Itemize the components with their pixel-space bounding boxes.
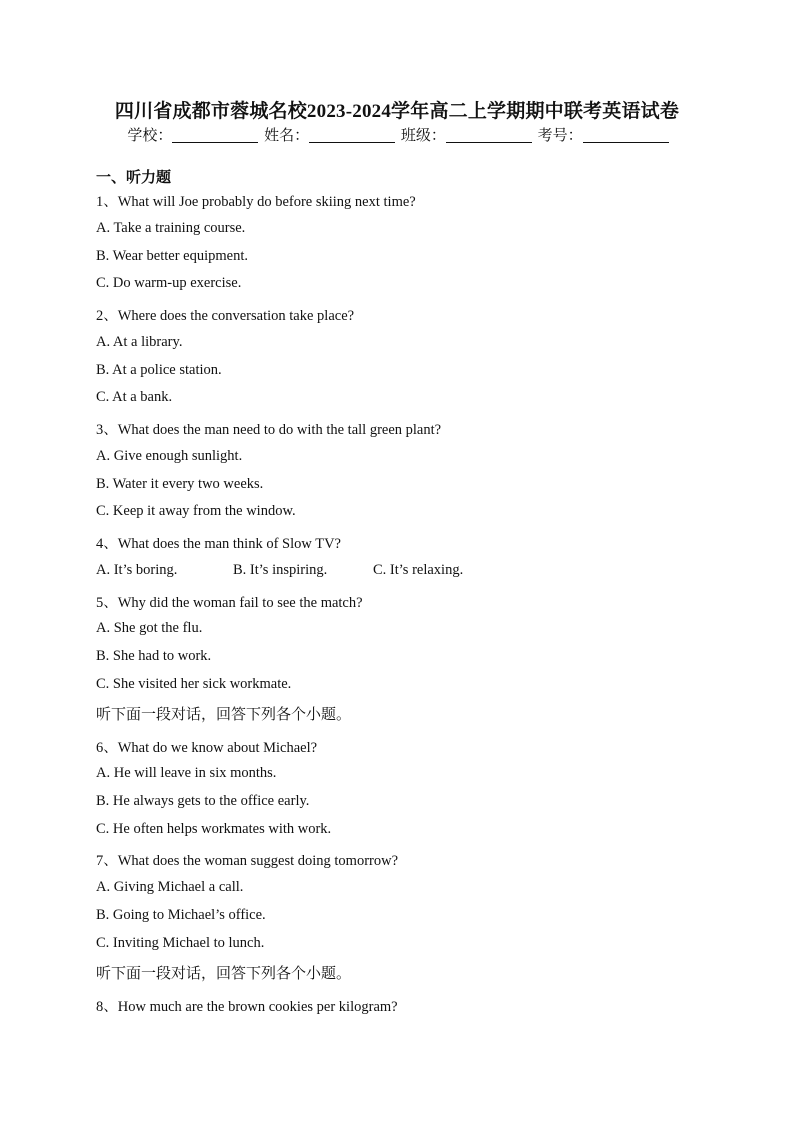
question-stem: 6、What do we know about Michael? bbox=[96, 740, 318, 756]
exam-no-blank[interactable] bbox=[583, 127, 669, 143]
exam-no-label: 考号： bbox=[537, 128, 583, 144]
option-b: B. Water it every two weeks. bbox=[96, 476, 264, 492]
option-b: B. He always gets to the office early. bbox=[96, 793, 310, 809]
question-stem: 4、What does the man think of Slow TV? bbox=[96, 536, 341, 552]
question-stem: 7、What does the woman suggest doing tomorrow? bbox=[96, 853, 399, 869]
question-stem: 1、What will Joe probably do before skiing next time? bbox=[96, 194, 416, 210]
option-b: B. She had to work. bbox=[96, 648, 212, 664]
option-c: C. Keep it away from the window. bbox=[96, 503, 296, 519]
school-label: 学校： bbox=[127, 128, 173, 144]
option-a: A. He will leave in six months. bbox=[96, 765, 277, 781]
option-b: B. Wear better equipment. bbox=[96, 248, 248, 264]
question-stem: 2、Where does the conversation take place? bbox=[96, 308, 355, 324]
instruction-text: 听下面一段对话，回答下列各个小题。 bbox=[96, 964, 352, 982]
option-b: B. At a police station. bbox=[96, 362, 222, 378]
class-blank[interactable] bbox=[446, 127, 532, 143]
instruction-text: 听下面一段对话，回答下列各个小题。 bbox=[96, 705, 352, 723]
option-a: A. At a library. bbox=[96, 334, 183, 350]
option-a: A. It’s boring. bbox=[96, 562, 178, 578]
student-info-row bbox=[0, 124, 794, 145]
option-b: B. Going to Michael’s office. bbox=[96, 907, 266, 923]
option-a: A. Give enough sunlight. bbox=[96, 448, 243, 464]
option-c: C. At a bank. bbox=[96, 389, 173, 405]
class-label: 班级： bbox=[400, 128, 446, 144]
page-title: 四川省成都市蓉城名校2023-2024学年高二上学期期中联考英语试卷 bbox=[114, 101, 680, 122]
school-blank[interactable] bbox=[172, 127, 258, 143]
option-a: A. Take a training course. bbox=[96, 220, 246, 236]
option-b: B. It’s inspiring. bbox=[233, 562, 328, 578]
option-c: C. It’s relaxing. bbox=[373, 562, 464, 578]
question-stem: 8、How much are the brown cookies per kilogram? bbox=[96, 999, 398, 1015]
question-stem: 3、What does the man need to do with the tall green plant? bbox=[96, 422, 442, 438]
question-stem: 5、Why did the woman fail to see the match? bbox=[96, 595, 363, 611]
section-heading-listening: 一、听力题 bbox=[96, 168, 172, 186]
option-c: C. Do warm-up exercise. bbox=[96, 275, 242, 291]
name-label: 姓名： bbox=[264, 128, 310, 144]
option-a: A. Giving Michael a call. bbox=[96, 879, 244, 895]
name-blank[interactable] bbox=[309, 127, 395, 143]
option-c: C. She visited her sick workmate. bbox=[96, 676, 292, 692]
option-a: A. She got the flu. bbox=[96, 620, 203, 636]
option-c: C. He often helps workmates with work. bbox=[96, 821, 332, 837]
option-c: C. Inviting Michael to lunch. bbox=[96, 935, 265, 951]
